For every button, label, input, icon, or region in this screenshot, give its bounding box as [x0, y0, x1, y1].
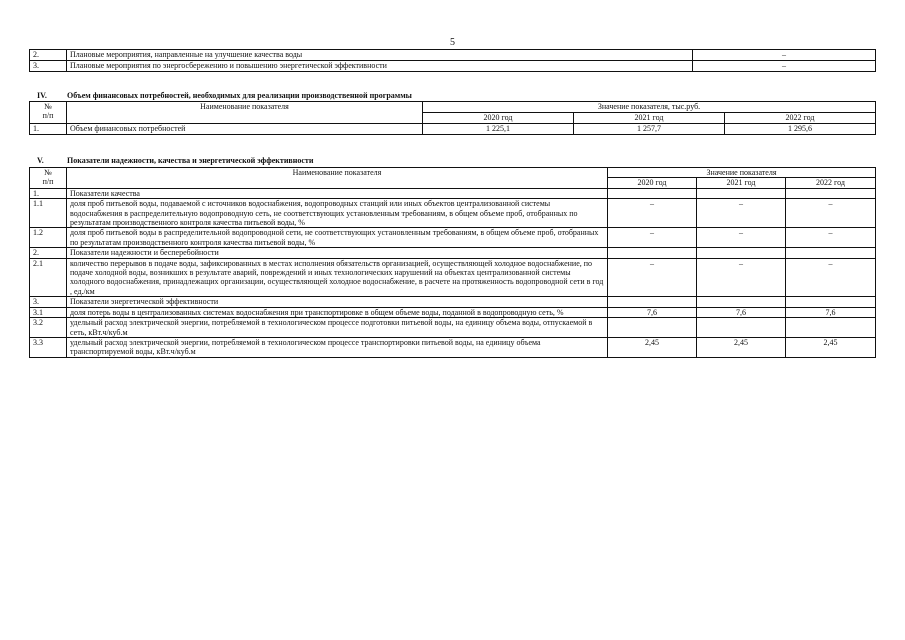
row-value	[786, 318, 876, 338]
row-value	[697, 318, 786, 338]
header-year: 2021 год	[697, 178, 786, 188]
section-number: IV.	[37, 91, 47, 100]
row-value: –	[697, 199, 786, 228]
row-value: –	[608, 228, 697, 248]
row-value	[697, 188, 786, 198]
table-row	[30, 297, 876, 307]
row-value: 7,6	[786, 307, 876, 317]
row-value: 1 257,7	[574, 124, 725, 135]
row-value: –	[786, 228, 876, 248]
row-value: 7,6	[608, 307, 697, 317]
row-name: Показатели энергетической эффективности	[67, 297, 608, 307]
row-value: –	[697, 258, 786, 297]
row-value	[786, 248, 876, 258]
table-row	[30, 258, 876, 297]
row-value: –	[693, 50, 876, 61]
row-name: доля проб питьевой воды, подаваемой с источников водоснабжения, водопроводных станций или иных объектов централизованной системы водоснабжения в распределительную водопроводную сеть, не соответствующих установленным требованиям, в общем объеме проб, отобранных по результатам производственного контроля качества питьевой воды, %	[67, 199, 608, 228]
header-year: 2020 год	[608, 178, 697, 188]
table-row	[30, 50, 876, 61]
header-year: 2021 год	[574, 113, 725, 124]
row-number: 2.	[30, 50, 67, 61]
row-value	[608, 188, 697, 198]
table-row	[30, 248, 876, 258]
row-name: Плановые мероприятия по энергосбережению и повышению энергетической эффективности	[67, 61, 693, 72]
header-number	[30, 168, 67, 189]
page-number: 5	[450, 37, 455, 48]
row-number: 2.	[30, 248, 67, 258]
row-name: Плановые мероприятия, направленные на улучшение качества воды	[67, 50, 693, 61]
row-value: –	[786, 199, 876, 228]
row-number: 1.	[30, 188, 67, 198]
plan-measures-table	[29, 49, 876, 72]
table-row	[30, 318, 876, 338]
row-value: 1 225,1	[423, 124, 574, 135]
row-number: 2.1	[30, 258, 67, 297]
row-value: 1 295,6	[725, 124, 876, 135]
row-name: доля проб питьевой воды в распределительной водопроводной сети, не соответствующих установленным требованиям, в общем объеме проб, отобранных по результатам производственного контроля качества питьевой воды, %	[67, 228, 608, 248]
header-value-group: Значение показателя	[608, 168, 876, 178]
row-value	[786, 297, 876, 307]
table-row	[30, 61, 876, 72]
table-row	[30, 307, 876, 317]
row-number: 1.2	[30, 228, 67, 248]
table-row	[30, 124, 876, 135]
row-value	[608, 297, 697, 307]
header-year: 2022 год	[786, 178, 876, 188]
header-number-line2: п/п	[42, 177, 54, 187]
row-value	[697, 297, 786, 307]
row-value: 2,45	[608, 337, 697, 357]
header-year: 2022 год	[725, 113, 876, 124]
table-row	[30, 188, 876, 198]
table-row	[30, 337, 876, 357]
row-value	[697, 248, 786, 258]
row-value	[786, 188, 876, 198]
row-name: Показатели надежности и бесперебойности	[67, 248, 608, 258]
row-name: удельный расход электрической энергии, потребляемой в технологическом процессе транспортировки питьевой воды, на единицу объема транспортируемой воды, кВт.ч/куб.м	[67, 337, 608, 357]
row-number: 1.	[30, 124, 67, 135]
table-header-row	[30, 102, 876, 113]
reliability-indicators-table	[29, 167, 876, 358]
row-number: 1.1	[30, 199, 67, 228]
header-value-group: Значение показателя, тыс.руб.	[423, 102, 876, 113]
row-name: удельный расход электрической энергии, потребляемой в технологическом процессе подготовки питьевой воды, на единицу объема воды, отпускаемой в сеть, кВт.ч/куб.м	[67, 318, 608, 338]
row-number: 3.2	[30, 318, 67, 338]
section-title: Показатели надежности, качества и энергетической эффективности	[67, 156, 314, 165]
section-title: Объем финансовых потребностей, необходимых для реализации производственной программы	[67, 91, 412, 100]
header-year: 2020 год	[423, 113, 574, 124]
row-name: количество перерывов в подаче воды, зафиксированных в местах исполнения обязательств организацией, осуществляющей холодное водоснабжение, по подаче холодной воды, возникших в результате аварий, повреждений и иных технологических нарушений на объектах централизованной системы холодного водоснабжения, принадлежащих организации, осуществляющей холодное водоснабжение, в расчете на протяженность водопроводной сети в год , ед./км	[67, 258, 608, 297]
header-indicator-name: Наименование показателя	[67, 102, 423, 124]
financial-needs-table	[29, 101, 876, 135]
header-indicator-name: Наименование показателя	[67, 168, 608, 189]
table-row	[30, 199, 876, 228]
row-name: Объем финансовых потребностей	[67, 124, 423, 135]
header-number-line2: п/п	[42, 111, 54, 121]
row-number: 3.	[30, 297, 67, 307]
row-value: –	[608, 258, 697, 297]
row-number: 3.3	[30, 337, 67, 357]
row-value: 7,6	[697, 307, 786, 317]
row-name: доля потерь воды в централизованных системах водоснабжения при транспортировке в общем объеме воды, поданной в водопроводную сеть, %	[67, 307, 608, 317]
row-name: Показатели качества	[67, 188, 608, 198]
header-number	[30, 102, 67, 124]
row-value	[608, 318, 697, 338]
section-number: V.	[37, 156, 44, 165]
header-number-line1: №	[44, 102, 52, 111]
table-row	[30, 228, 876, 248]
row-number: 3.	[30, 61, 67, 72]
row-value: 2,45	[697, 337, 786, 357]
row-value: –	[697, 228, 786, 248]
row-number: 3.1	[30, 307, 67, 317]
row-value: 2,45	[786, 337, 876, 357]
row-value	[608, 248, 697, 258]
section-iv-heading	[37, 91, 412, 100]
row-value: –	[786, 258, 876, 297]
section-v-heading	[37, 156, 313, 165]
row-value: –	[608, 199, 697, 228]
table-header-row	[30, 168, 876, 178]
row-value: –	[693, 61, 876, 72]
header-number-line1: №	[44, 168, 52, 177]
